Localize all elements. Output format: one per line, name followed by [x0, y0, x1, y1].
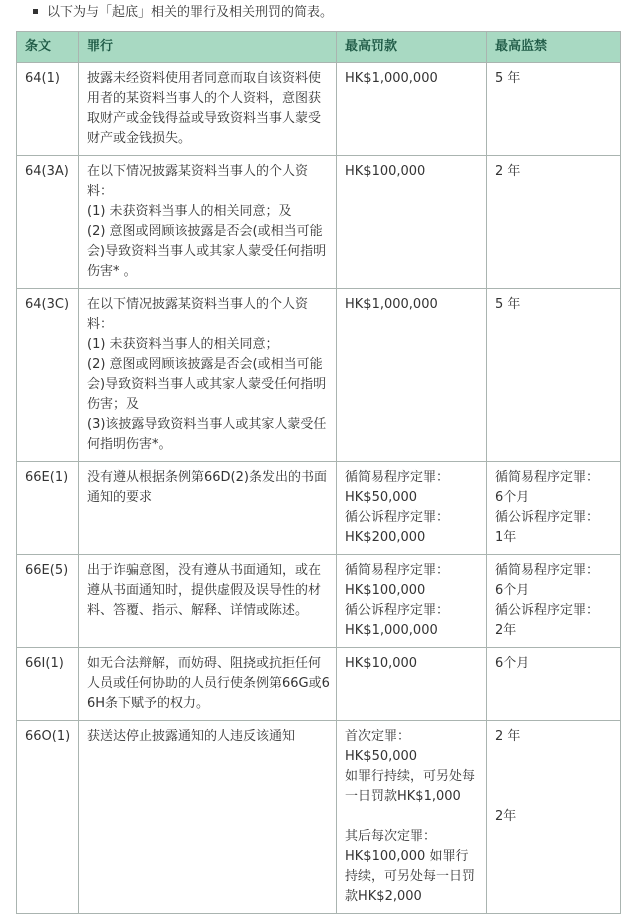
cell-offence — [79, 63, 337, 156]
table-row — [17, 555, 621, 648]
prison-line: 6个月 — [495, 583, 530, 598]
cell-fine — [337, 462, 487, 555]
cell-offence — [79, 721, 337, 914]
cell-prison — [487, 289, 621, 462]
fine-line: 循简易程序定罪： — [345, 563, 450, 578]
table-row — [17, 63, 621, 156]
offences-table — [16, 31, 621, 914]
cell-offence — [79, 462, 337, 555]
intro-line — [33, 4, 333, 22]
cell-prison — [487, 555, 621, 648]
cell-offence — [79, 156, 337, 289]
cell-prison — [487, 721, 621, 914]
cell-offence — [79, 289, 337, 462]
prison-line: 2 年 — [495, 729, 521, 744]
offence-line: 没有遵从根据条例第66D(2)条发出的书面通知的要求 — [87, 470, 327, 505]
table-row — [17, 462, 621, 555]
prison-line: 2年 — [495, 623, 517, 638]
table-row — [17, 289, 621, 462]
fine-line: HK$1,000,000 — [345, 623, 438, 638]
fine-line: 循公诉程序定罪： — [345, 603, 450, 618]
header-max-fine: 最高罚款 — [337, 32, 487, 63]
cell-prison — [487, 63, 621, 156]
fine-line: 循简易程序定罪： — [345, 470, 450, 485]
fine-line: HK$10,000 — [345, 656, 418, 671]
cell-offence — [79, 555, 337, 648]
cell-section: 66E(5) — [17, 555, 79, 648]
cell-section: 66O(1) — [17, 721, 79, 914]
offence-line: 在以下情况披露某资料当事人的个人资料： — [87, 164, 309, 199]
cell-section: 66I(1) — [17, 648, 79, 721]
header-offence: 罪行 — [79, 32, 337, 63]
cell-section: 64(3A) — [17, 156, 79, 289]
fine-line: HK$200,000 — [345, 530, 426, 545]
prison-line: 循公诉程序定罪： — [495, 603, 600, 618]
prison-line: 2 年 — [495, 164, 521, 179]
offence-line: (2) 意图或罔顾该披露是否会(或相当可能会)导致资料当事人或其家人蒙受任何指明伤害；及 — [87, 357, 327, 412]
fine-line: 如罪行持续，可另处每一日罚款HK$1,000 — [345, 769, 476, 804]
fine-line: HK$1,000,000 — [345, 297, 438, 312]
prison-line: 循简易程序定罪： — [495, 563, 600, 578]
offence-line: (1) 未获资料当事人的相关同意； — [87, 337, 279, 352]
header-section: 条文 — [17, 32, 79, 63]
offence-line: 披露未经资料使用者同意而取自该资料使用者的某资料当事人的个人资料，意图获取财产或金钱得益或导致资料当事人蒙受财产或金钱损失。 — [87, 71, 322, 146]
offence-line: 获送达停止披露通知的人违反该通知 — [87, 729, 296, 744]
prison-line: 循公诉程序定罪： — [495, 510, 600, 525]
cell-fine — [337, 721, 487, 914]
fine-line: HK$100,000 — [345, 583, 426, 598]
blank-line — [495, 767, 614, 787]
fine-line: HK$100,000 — [345, 164, 426, 179]
header-max-imprisonment: 最高监禁 — [487, 32, 621, 63]
cell-fine — [337, 63, 487, 156]
offence-line: (1) 未获资料当事人的相关同意；及 — [87, 204, 292, 219]
fine-line: HK$50,000 — [345, 749, 418, 764]
cell-fine — [337, 648, 487, 721]
cell-section: 64(1) — [17, 63, 79, 156]
cell-prison — [487, 156, 621, 289]
fine-line: HK$100,000 如罪行持续，可另处每一日罚款HK$2,000 — [345, 849, 476, 904]
fine-line: 其后每次定罪： — [345, 829, 437, 844]
fine-line: HK$1,000,000 — [345, 71, 438, 86]
table-body — [17, 63, 621, 914]
prison-line: 6个月 — [495, 656, 530, 671]
cell-fine — [337, 289, 487, 462]
cell-prison — [487, 462, 621, 555]
offence-line: (3)该披露导致资料当事人或其家人蒙受任何指明伤害*。 — [87, 417, 327, 452]
fine-line: 首次定罪： — [345, 729, 411, 744]
fine-line: HK$50,000 — [345, 490, 418, 505]
prison-line: 6个月 — [495, 490, 530, 505]
cell-prison — [487, 648, 621, 721]
prison-line: 循简易程序定罪： — [495, 470, 600, 485]
table-row — [17, 721, 621, 914]
bullet-icon — [33, 9, 38, 14]
offence-line: (2) 意图或罔顾该披露是否会(或相当可能会)导致资料当事人或其家人蒙受任何指明伤害* 。 — [87, 224, 327, 279]
blank-line — [495, 747, 614, 767]
offence-line: 在以下情况披露某资料当事人的个人资料： — [87, 297, 309, 332]
prison-line: 5 年 — [495, 71, 521, 86]
fine-line: 循公诉程序定罪： — [345, 510, 450, 525]
offence-line: 如无合法辩解，而妨碍、阻挠或抗拒任何人员或任何协助的人员行使条例第66G或66H条下赋予的权力。 — [87, 656, 330, 711]
cell-section: 66E(1) — [17, 462, 79, 555]
blank-line — [495, 787, 614, 807]
cell-fine — [337, 156, 487, 289]
table-header-row — [17, 32, 621, 63]
cell-fine — [337, 555, 487, 648]
prison-line: 1年 — [495, 530, 517, 545]
prison-line: 5 年 — [495, 297, 521, 312]
intro-text: 以下为与「起底」相关的罪行及相关刑罚的简表。 — [47, 5, 334, 20]
cell-section: 64(3C) — [17, 289, 79, 462]
offence-line: 出于诈骗意图，没有遵从书面通知，或在遵从书面通知时，提供虚假及误导性的材料、答覆、指示、解释、详情或陈述。 — [87, 563, 322, 618]
table-row — [17, 648, 621, 721]
cell-offence — [79, 648, 337, 721]
prison-line: 2年 — [495, 809, 517, 824]
table-row — [17, 156, 621, 289]
blank-line — [345, 807, 480, 827]
